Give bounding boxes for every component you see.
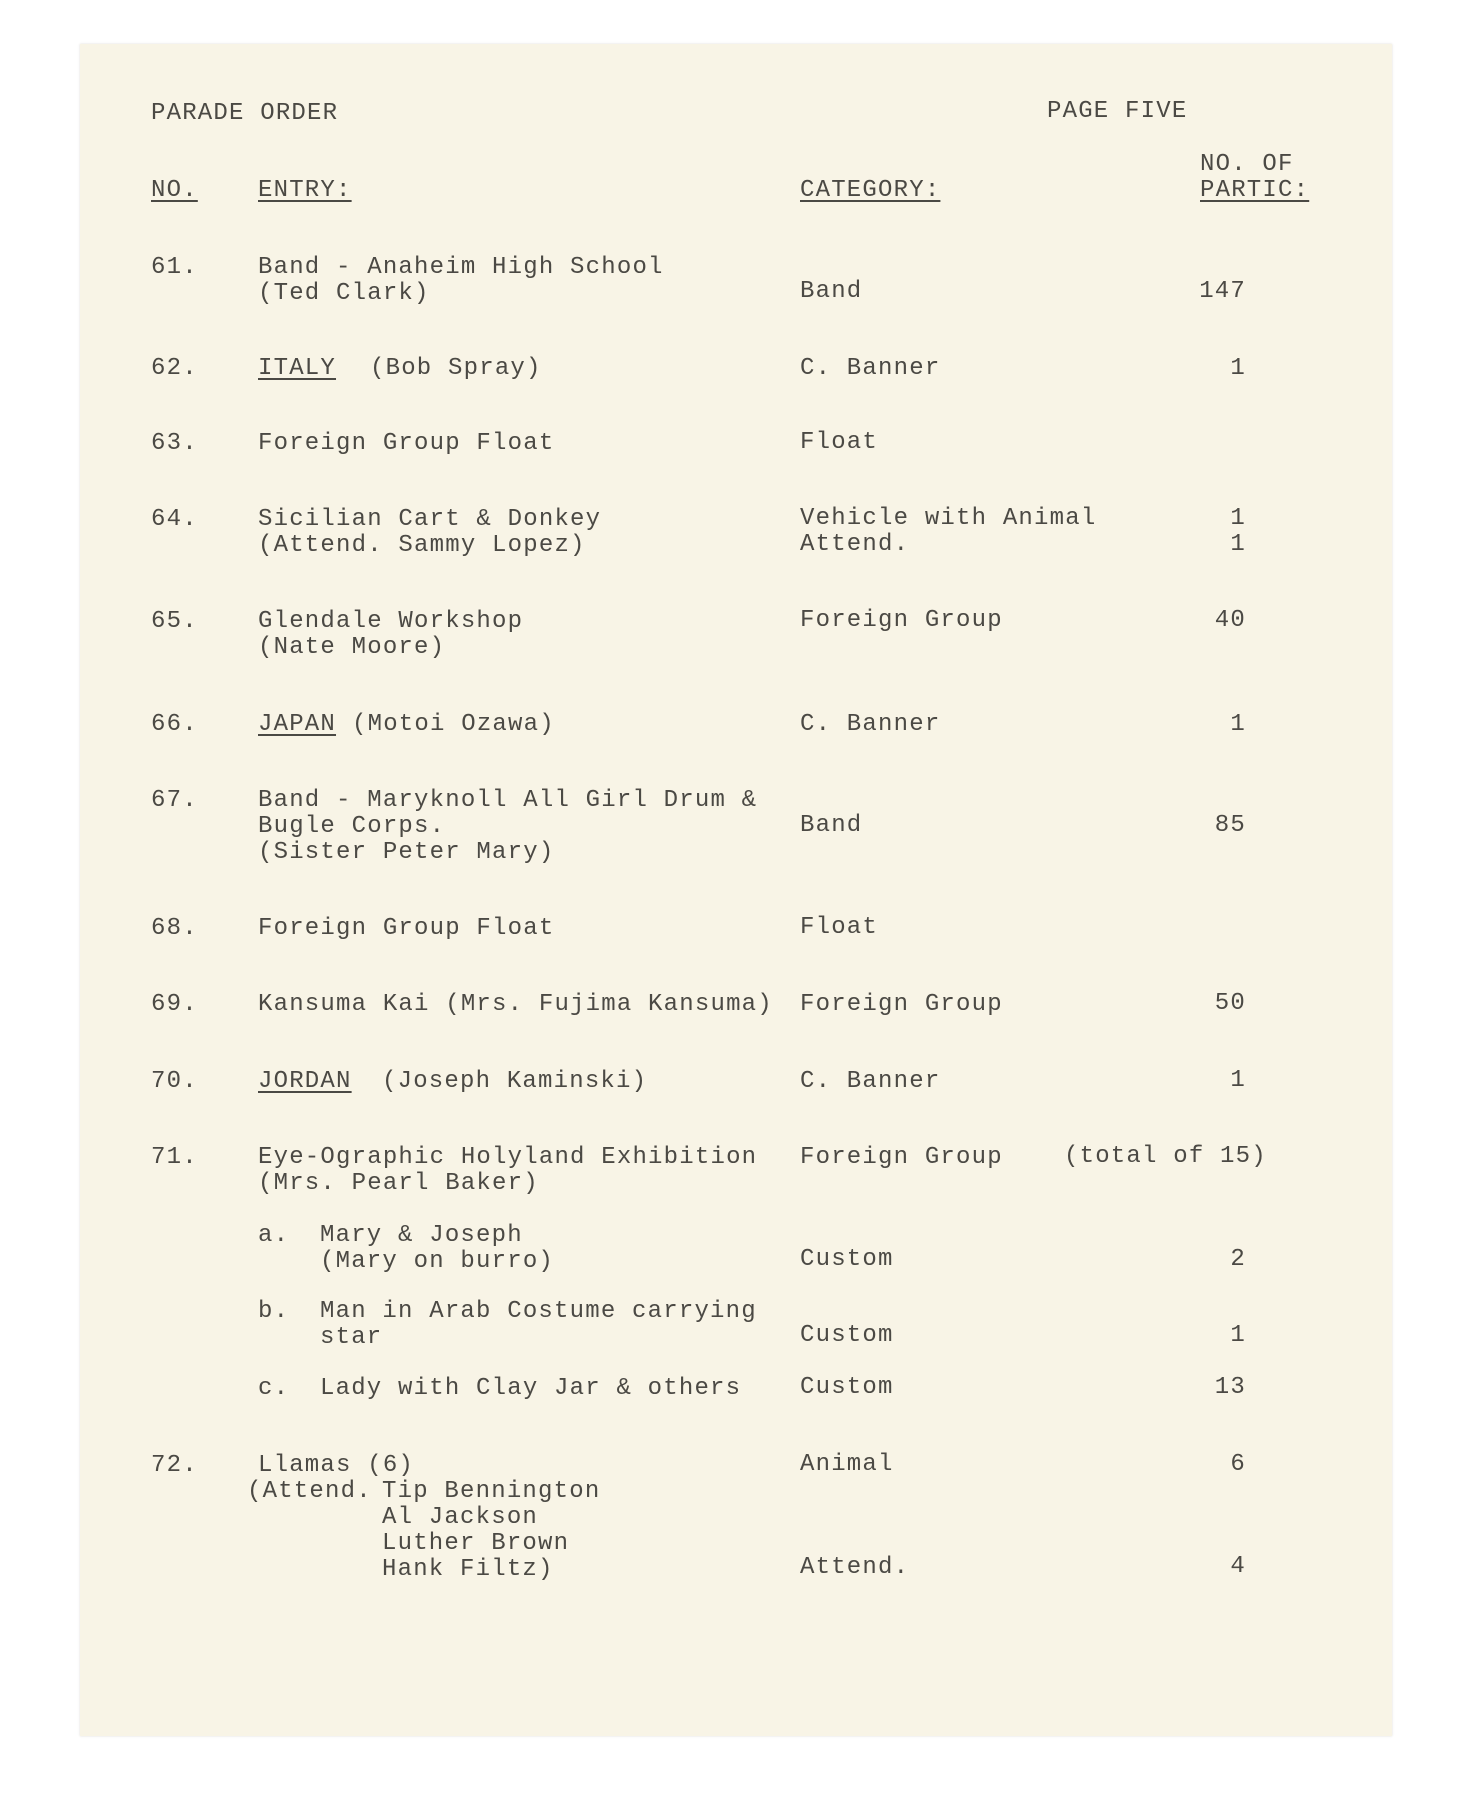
entry-country: JAPAN xyxy=(258,711,337,738)
entry-number: 62. xyxy=(151,355,198,382)
entry-number: 70. xyxy=(151,1068,198,1095)
entry-count: 1 xyxy=(1230,505,1246,532)
entry-number: 61. xyxy=(151,254,198,281)
entry-count: 1 xyxy=(1230,1322,1246,1349)
entry-category: Animal xyxy=(800,1451,894,1478)
column-header-no: NO. xyxy=(151,177,198,204)
entry-count: 1 xyxy=(1230,1067,1246,1094)
sub-item-text: (Mary on burro) xyxy=(320,1248,555,1275)
entry-count: 1 xyxy=(1230,355,1246,382)
entry-category: Attend. xyxy=(800,1554,910,1581)
entry-text: (Motoi Ozawa) xyxy=(352,711,555,738)
entry-category: Band xyxy=(800,812,863,839)
entry-text: (Bob Spray) xyxy=(370,355,542,382)
entry-text: (Nate Moore) xyxy=(258,634,446,661)
entry-text: (Joseph Kaminski) xyxy=(382,1068,648,1095)
entry-text: (Mrs. Pearl Baker) xyxy=(258,1170,539,1197)
entry-number: 67. xyxy=(151,787,198,814)
column-header-partic-line1: NO. OF xyxy=(1200,151,1294,178)
sub-item-text: Mary & Joseph xyxy=(320,1222,523,1249)
entry-category: Foreign Group xyxy=(800,991,1003,1018)
entry-number: 71. xyxy=(151,1144,198,1171)
sub-item-text: Lady with Clay Jar & others xyxy=(320,1375,742,1402)
entry-text: Kansuma Kai (Mrs. Fujima Kansuma) xyxy=(258,991,773,1018)
entry-text: (Attend. Sammy Lopez) xyxy=(258,532,586,559)
entry-category: C. Banner xyxy=(800,355,941,382)
entry-category: Float xyxy=(800,429,879,456)
page-number: PAGE FIVE xyxy=(1047,98,1188,125)
entry-text: Foreign Group Float xyxy=(258,430,555,457)
sub-item-text: Man in Arab Costume carrying xyxy=(320,1298,757,1325)
entry-category: Custom xyxy=(800,1374,894,1401)
entry-category: Custom xyxy=(800,1246,894,1273)
entry-count: 13 xyxy=(1214,1374,1246,1401)
column-header-category: CATEGORY: xyxy=(800,177,941,204)
sub-item-letter: a. xyxy=(258,1222,290,1249)
entry-text: Llamas (6) xyxy=(258,1452,415,1479)
document-page xyxy=(80,44,1392,1736)
entry-count: 85 xyxy=(1214,812,1246,839)
entry-text: Bugle Corps. xyxy=(258,813,446,840)
entry-text: Foreign Group Float xyxy=(258,915,555,942)
entry-category: Band xyxy=(800,278,863,305)
entry-category: Foreign Group xyxy=(800,1144,1003,1171)
entry-text: Band - Maryknoll All Girl Drum & xyxy=(258,787,758,814)
entry-category: C. Banner xyxy=(800,1068,941,1095)
entry-category: C. Banner xyxy=(800,711,941,738)
attendant-name: Al Jackson xyxy=(382,1504,539,1531)
sub-item-text: star xyxy=(320,1324,383,1351)
entry-count: 40 xyxy=(1214,607,1246,634)
sub-item-letter: b. xyxy=(258,1298,290,1325)
document-title: PARADE ORDER xyxy=(151,100,339,127)
entry-text: (Ted Clark) xyxy=(258,280,430,307)
entry-number: 63. xyxy=(151,430,198,457)
entry-text: Glendale Workshop xyxy=(258,608,524,635)
entry-count: 2 xyxy=(1230,1246,1246,1273)
entry-count: 4 xyxy=(1230,1553,1246,1580)
entry-category: Attend. xyxy=(800,531,910,558)
entry-number: 68. xyxy=(151,915,198,942)
entry-text: Sicilian Cart & Donkey xyxy=(258,506,602,533)
entry-text: (Sister Peter Mary) xyxy=(258,839,555,866)
entry-country: JORDAN xyxy=(258,1068,352,1095)
entry-number: 65. xyxy=(151,608,198,635)
entry-category: Float xyxy=(800,914,879,941)
entry-number: 72. xyxy=(151,1452,198,1479)
sub-item-letter: c. xyxy=(258,1375,290,1402)
entry-country: ITALY xyxy=(258,355,337,382)
entry-category: Foreign Group xyxy=(800,607,1003,634)
entry-number: 64. xyxy=(151,506,198,533)
entry-category: Vehicle with Animal xyxy=(800,505,1097,532)
column-header-entry: ENTRY: xyxy=(258,177,352,204)
column-header-partic-line2: PARTIC: xyxy=(1200,177,1310,204)
entry-count: 1 xyxy=(1230,711,1246,738)
entry-count: 50 xyxy=(1214,990,1246,1017)
entry-number: 69. xyxy=(151,991,198,1018)
attend-label: (Attend. xyxy=(247,1478,372,1505)
entry-total: (total of 15) xyxy=(1064,1143,1267,1170)
entry-count: 1 xyxy=(1230,531,1246,558)
entry-category: Custom xyxy=(800,1322,894,1349)
entry-text: Eye-Ographic Holyland Exhibition xyxy=(258,1144,758,1171)
attendant-name: Hank Filtz) xyxy=(382,1556,554,1583)
attendant-name: Tip Bennington xyxy=(382,1478,601,1505)
attendant-name: Luther Brown xyxy=(382,1530,570,1557)
entry-count: 147 xyxy=(1199,278,1246,305)
entry-count: 6 xyxy=(1230,1451,1246,1478)
entry-number: 66. xyxy=(151,711,198,738)
entry-text: Band - Anaheim High School xyxy=(258,254,664,281)
